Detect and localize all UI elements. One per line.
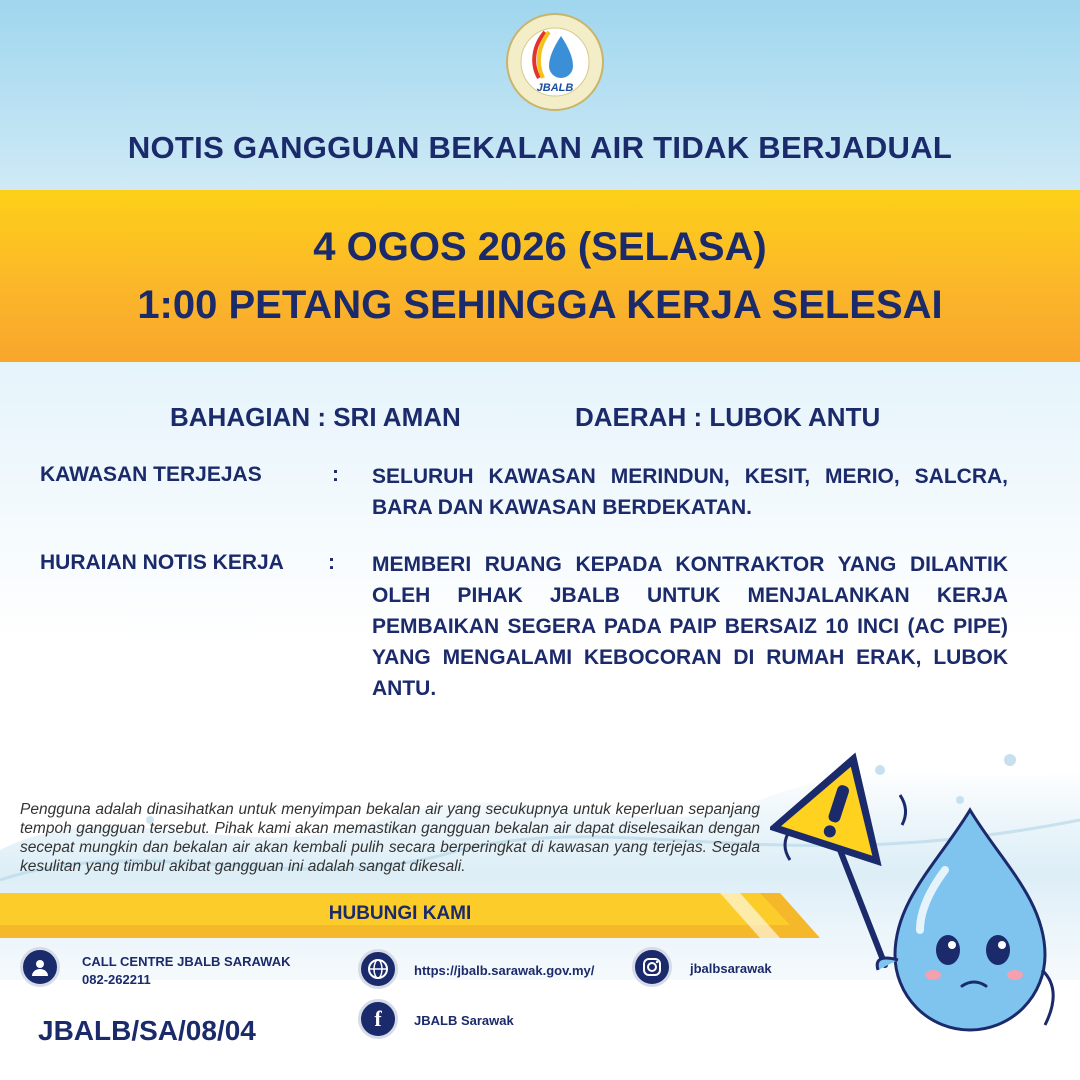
contact-title: HUBUNGI KAMI [328, 903, 472, 924]
date-line: 4 OGOS 2026 (SELASA) [313, 225, 767, 269]
work-description-text: MEMBERI RUANG KEPADA KONTRAKTOR YANG DILANTIK OLEH PIHAK JBALB UNTUK MENJALANKAN KERJA PEMBAIKAN SEGERA PADA PAIP BERSAIZ 10 INCI (AC PIPE) YANG MENGALAMI KEBOCORAN DI RUMAH ERAK, LUBOK ANTU. [372, 553, 1008, 700]
facebook-icon: f [358, 999, 398, 1039]
bahagian-label: BAHAGIAN : SRI AMAN [170, 402, 461, 432]
call-centre-icon [20, 947, 60, 987]
disclaimer-text: Pengguna adalah dinasihatkan untuk menyimpan bekalan air yang secukupnya untuk keperluan sepanjang tempoh gangguan tersebut. Pihak kami akan memastikan gangguan bekalan air dapat diselesaikan dengan secepat mungkin dan bekalan air akan kembali pulih secara berperingkat di kawasan yang terjejas. Segala kesulitan yang timbul akibat gangguan ini adalah sangat dikesali. [20, 801, 760, 875]
work-description-colon: : [328, 551, 335, 574]
jbalb-logo [505, 12, 605, 112]
time-line: 1:00 PETANG SEHINGGA KERJA SELESAI [137, 283, 943, 327]
water-drop-mascot [770, 740, 1070, 1070]
daerah-label: DAERAH : LUBOK ANTU [575, 402, 881, 432]
affected-area-colon: : [332, 463, 339, 486]
affected-area-text: SELURUH KAWASAN MERINDUN, KESIT, MERIO, SALCRA, BARA DAN KAWASAN BERDEKATAN. [372, 465, 1008, 519]
notice-title: NOTIS GANGGUAN BEKALAN AIR TIDAK BERJADUAL [127, 130, 953, 165]
instagram-link[interactable]: jbalbsarawak [690, 961, 772, 976]
facebook-link[interactable]: JBALB Sarawak [414, 1013, 514, 1028]
reference-number: JBALB/SA/08/04 [38, 1015, 256, 1046]
instagram-icon [632, 947, 672, 987]
affected-area-label: KAWASAN TERJEJAS [40, 463, 262, 486]
globe-icon [358, 949, 398, 989]
website-link[interactable]: https://jbalb.sarawak.gov.my/ [414, 963, 595, 978]
call-centre-label: CALL CENTRE JBALB SARAWAK [82, 954, 291, 969]
logo-text: JBALB [536, 82, 574, 94]
call-centre-phone[interactable]: 082-262211 [82, 972, 151, 987]
work-description-label: HURAIAN NOTIS KERJA [40, 551, 284, 574]
date-time-band [0, 190, 1080, 362]
